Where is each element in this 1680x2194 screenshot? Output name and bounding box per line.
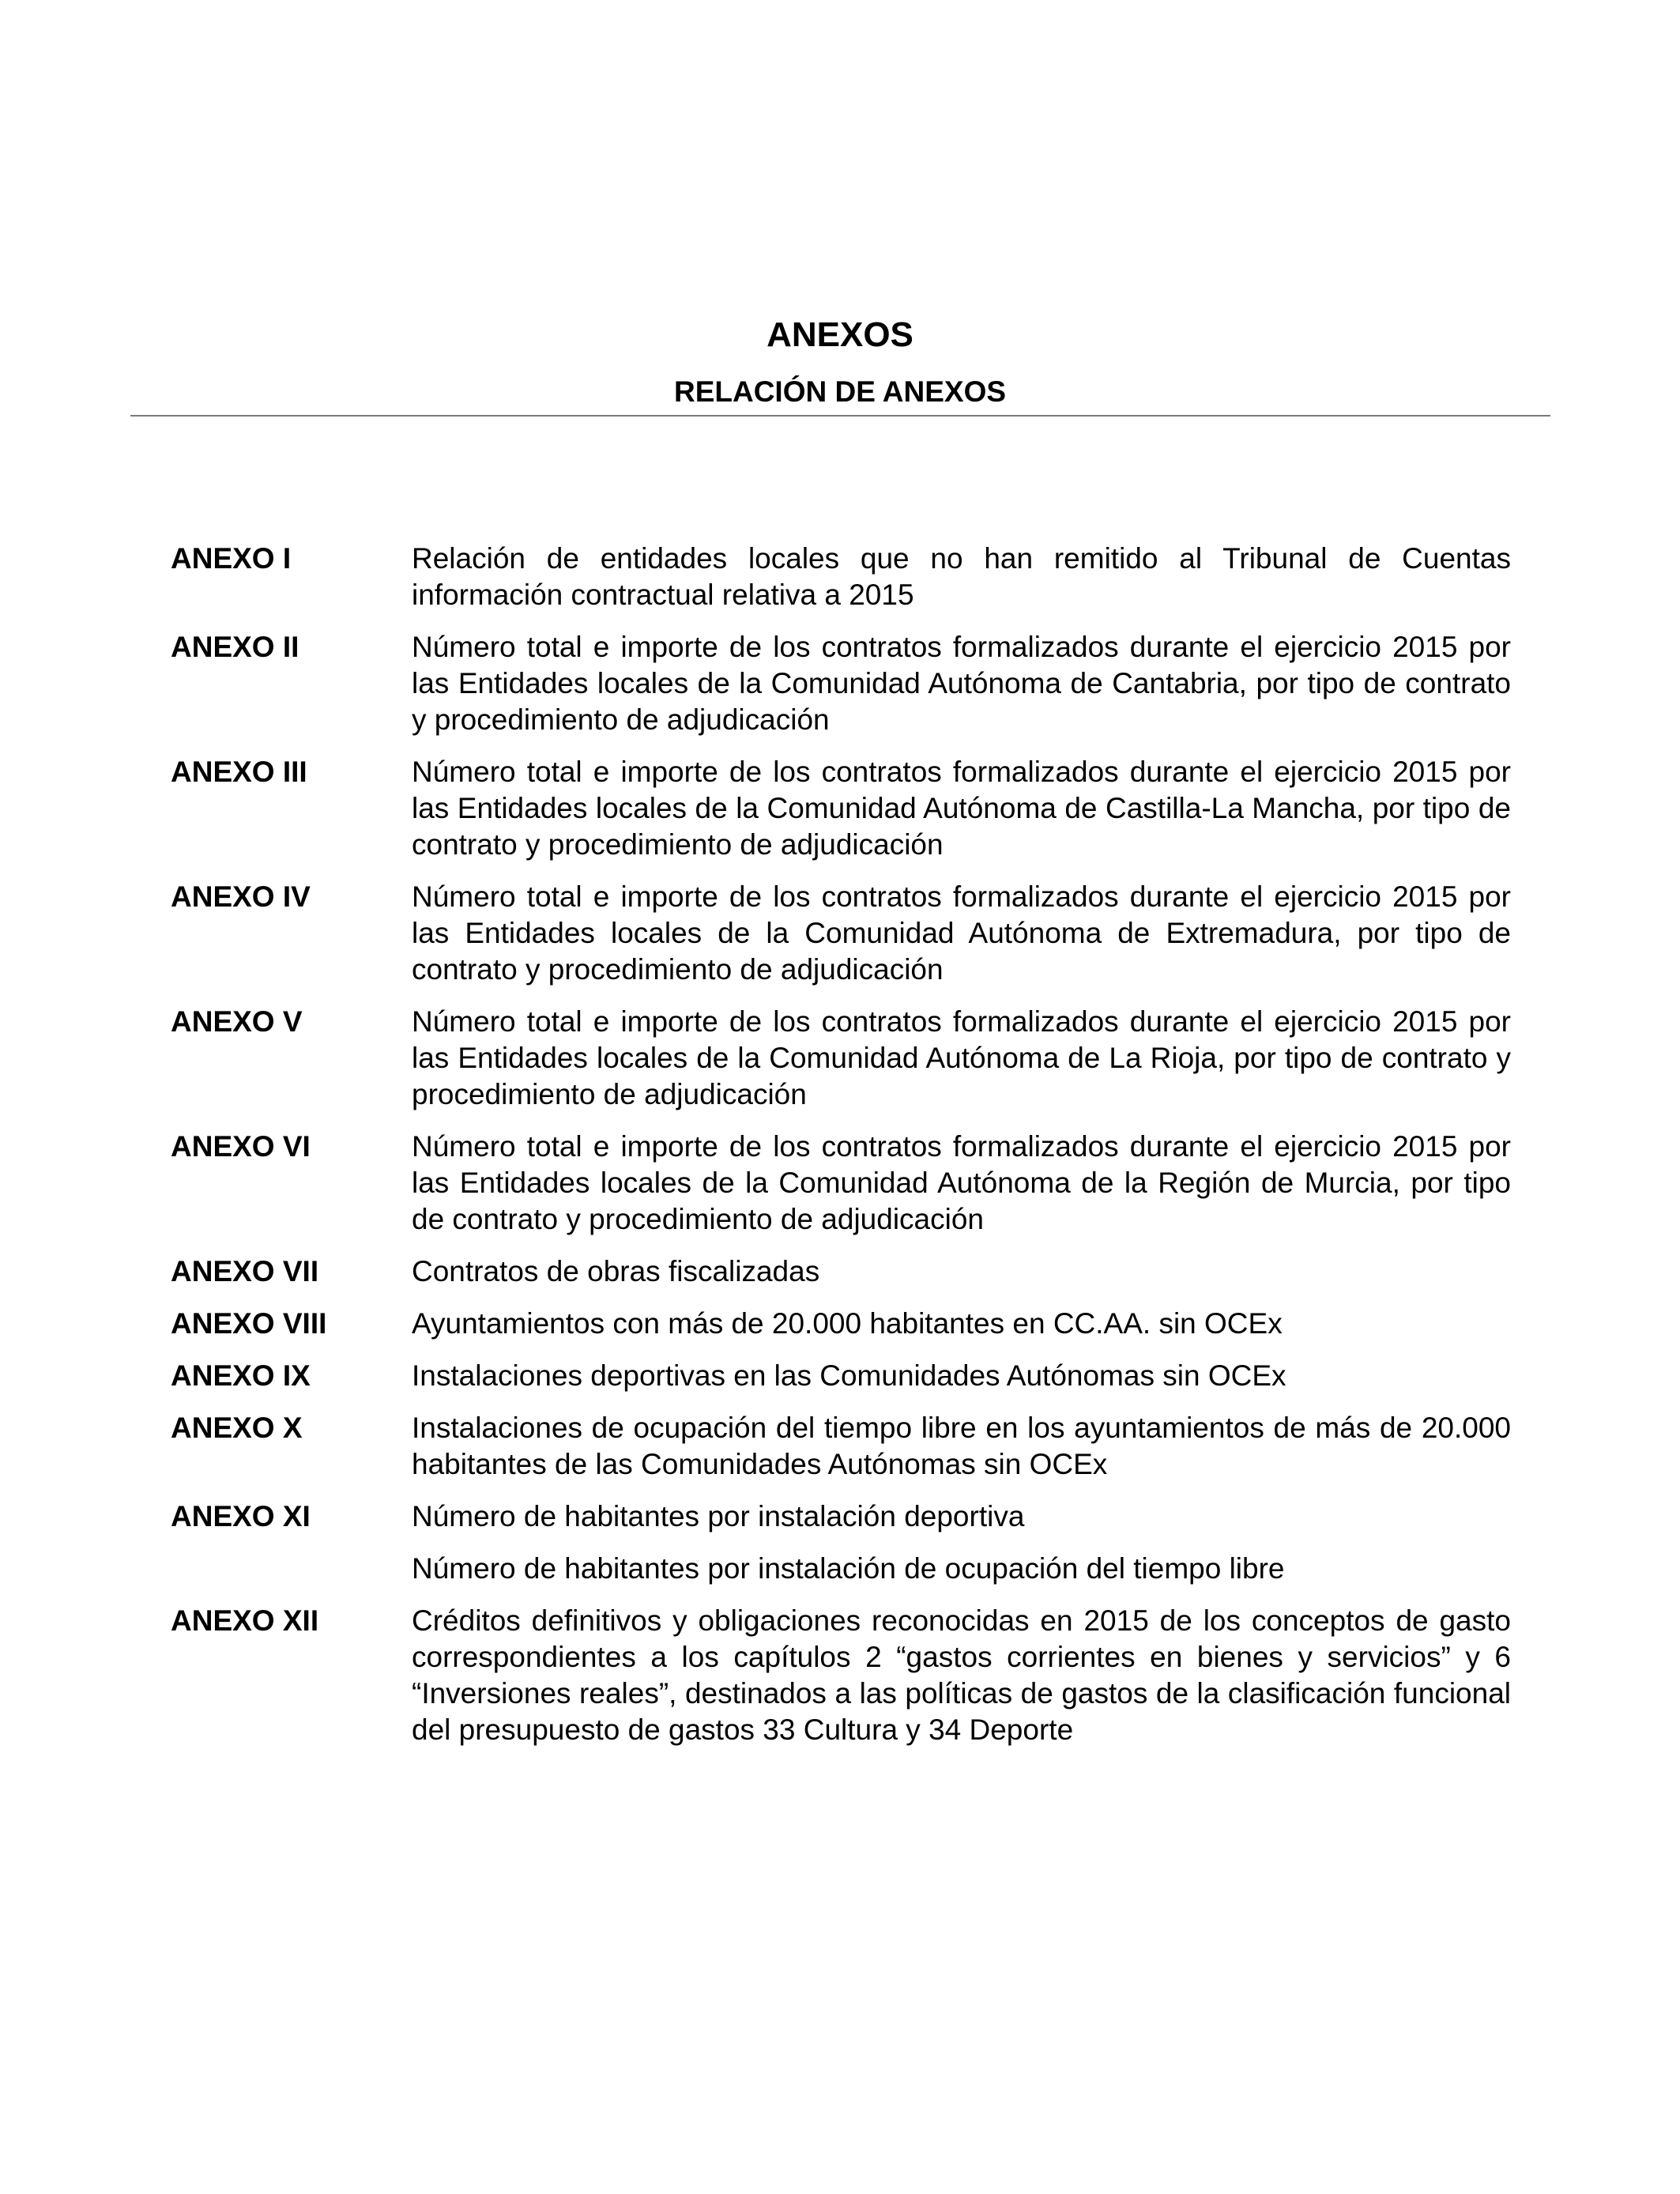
annex-row	[171, 1603, 1511, 1748]
annex-label: ANEXO III	[171, 756, 307, 788]
page-subtitle: RELACIÓN DE ANEXOS	[673, 375, 1007, 408]
annex-description: Ayuntamientos con más de 20.000 habitantes en CC.AA. sin OCEx	[412, 1307, 1283, 1340]
annex-row	[171, 754, 1511, 863]
annex-row	[171, 879, 1511, 988]
annex-row	[171, 1129, 1511, 1238]
annex-description: Contratos de obras fiscalizadas	[412, 1255, 820, 1287]
annex-row	[171, 1498, 1511, 1535]
annex-label: ANEXO IX	[171, 1359, 311, 1392]
annex-row	[171, 1410, 1511, 1483]
annex-label: ANEXO II	[171, 631, 299, 663]
annex-label: ANEXO VII	[171, 1255, 319, 1287]
annex-description: Créditos definitivos y obligaciones reconocidas en 2015 de los conceptos de gasto correspondientes a los capítulos 2 “gastos corrientes en bienes y servicios” y 6 “Inversiones reales”, destinados a las políticas de gastos de la clasificación funcional del presupuesto de gastos 33 Cultura y 34 Deporte	[412, 1604, 1511, 1746]
annex-label: ANEXO X	[171, 1412, 303, 1444]
annex-label: ANEXO IV	[171, 880, 311, 913]
header-divider	[130, 415, 1550, 417]
annex-description: Número total e importe de los contratos formalizados durante el ejercicio 2015 por las Entidades locales de la Comunidad Autónoma de la Región de Murcia, por tipo de contrato y procedimiento de adjudicación	[412, 1130, 1511, 1235]
annex-description: Número total e importe de los contratos formalizados durante el ejercicio 2015 por las Entidades locales de la Comunidad Autónoma de Castilla-La Mancha, por tipo de contrato y procedimiento de adjudicación	[412, 756, 1511, 861]
annex-row	[171, 1306, 1511, 1342]
page-title: ANEXOS	[767, 315, 913, 354]
annex-description: Instalaciones deportivas en las Comunidades Autónomas sin OCEx	[412, 1359, 1286, 1392]
annex-label: ANEXO VI	[171, 1130, 311, 1163]
annex-row	[171, 1551, 1511, 1587]
annex-description: Instalaciones de ocupación del tiempo libre en los ayuntamientos de más de 20.000 habitantes de las Comunidades Autónomas sin OCEx	[412, 1412, 1511, 1480]
annex-list	[171, 541, 1511, 1764]
annex-row	[171, 629, 1511, 738]
annex-label: ANEXO XII	[171, 1604, 319, 1637]
annex-row	[171, 1004, 1511, 1113]
annex-description: Número total e importe de los contratos formalizados durante el ejercicio 2015 por las Entidades locales de la Comunidad Autónoma de La Rioja, por tipo de contrato y procedimiento de adjudicación	[412, 1005, 1511, 1110]
annex-description: Relación de entidades locales que no han remitido al Tribunal de Cuentas información contractual relativa a 2015	[412, 542, 1511, 611]
annex-label: ANEXO I	[171, 542, 292, 575]
annex-row	[171, 1358, 1511, 1394]
annex-label: ANEXO V	[171, 1005, 303, 1038]
annex-description: Número total e importe de los contratos formalizados durante el ejercicio 2015 por las Entidades locales de la Comunidad Autónoma de Extremadura, por tipo de contrato y procedimiento de adjudicación	[412, 880, 1511, 986]
annex-description: Número de habitantes por instalación deportiva	[412, 1500, 1025, 1532]
annex-row	[171, 1253, 1511, 1290]
annex-label: ANEXO VIII	[171, 1307, 327, 1340]
annex-description: Número total e importe de los contratos formalizados durante el ejercicio 2015 por las Entidades locales de la Comunidad Autónoma de Cantabria, por tipo de contrato y procedimiento de adjudicación	[412, 631, 1511, 736]
annex-row	[171, 541, 1511, 613]
annex-description: Número de habitantes por instalación de ocupación del tiempo libre	[412, 1552, 1285, 1585]
annex-label: ANEXO XI	[171, 1500, 311, 1532]
